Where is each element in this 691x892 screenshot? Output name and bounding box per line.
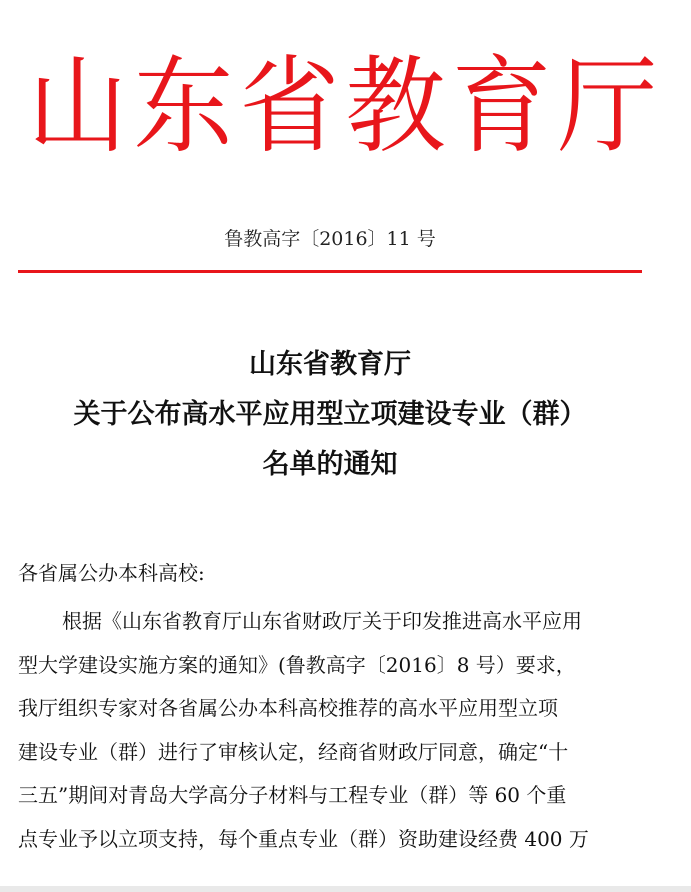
body-line: 建设专业（群）进行了审核认定，经商省财政厅同意，确定“十 xyxy=(18,739,569,764)
page-bottom-edge xyxy=(0,886,691,892)
document-number: 鲁教高字〔2016〕11 号 xyxy=(224,228,436,250)
red-divider-line xyxy=(18,270,642,273)
addressee-line: 各省属公办本科高校: xyxy=(18,561,205,585)
body-line: 我厅组织专家对各省属公办本科高校推荐的高水平应用型立项 xyxy=(18,696,558,720)
agency-header-title: 山东省教育厅 xyxy=(27,45,664,168)
body-line: 型大学建设实施方案的通知》(鲁教高字〔2016〕8 号）要求， xyxy=(18,652,576,677)
notice-title-line-3: 名单的通知 xyxy=(262,449,398,480)
notice-title-line-2: 关于公布高水平应用型立项建设专业（群） xyxy=(73,399,587,430)
notice-title-line-1: 山东省教育厅 xyxy=(249,349,411,380)
body-paragraph xyxy=(18,600,658,861)
notice-title xyxy=(0,340,660,490)
body-line: 三五”期间对青岛大学高分子材料与工程专业（群）等 60 个重 xyxy=(18,783,567,807)
body-line: 点专业予以立项支持，每个重点专业（群）资助建设经费 400 万 xyxy=(18,826,589,851)
body-line: 根据《山东省教育厅山东省财政厅关于印发推进高水平应用 xyxy=(62,609,582,633)
